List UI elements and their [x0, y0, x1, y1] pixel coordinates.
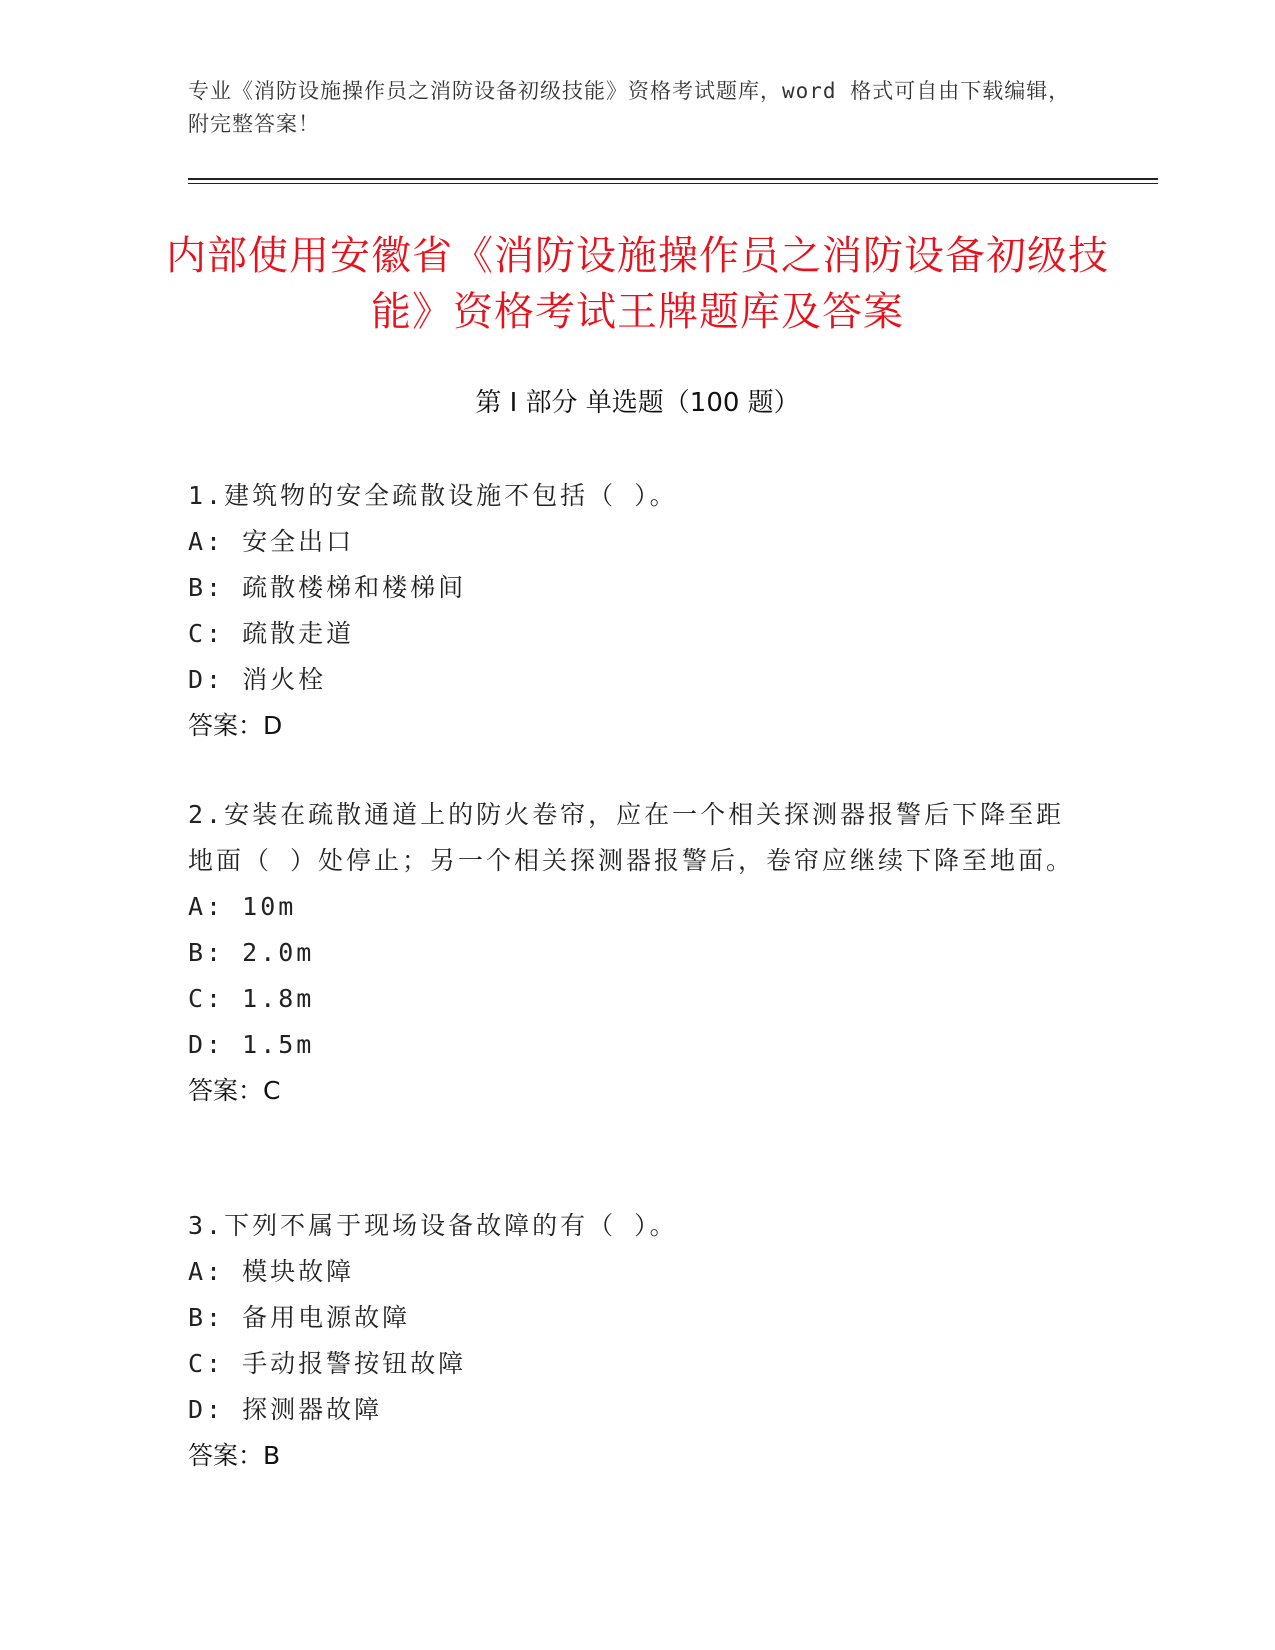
- option-b: B: 2.0m: [188, 938, 315, 967]
- option-a: A: 安全出口: [188, 527, 355, 556]
- question-3: [188, 1203, 1088, 1479]
- answer: 答案：D: [188, 711, 283, 740]
- answer: 答案：C: [188, 1076, 281, 1105]
- answer: 答案：B: [188, 1441, 281, 1470]
- document-title: 内部使用安徽省《消防设施操作员之消防设备初级技能》资格考试王牌题库及答案: [166, 233, 1109, 335]
- question-2: [188, 792, 1088, 1114]
- option-a: A: 模块故障: [188, 1257, 355, 1286]
- question-stem: 2.安装在疏散通道上的防火卷帘，应在一个相关探测器报警后下降至距地面（ ）处停止；另一个相关探测器报警后，卷帘应继续下降至地面。: [188, 800, 1075, 875]
- option-c: C: 手动报警按钮故障: [188, 1349, 467, 1378]
- header-divider-thick: [188, 178, 1158, 180]
- option-a: A: 10m: [188, 892, 297, 921]
- question-stem: 1.建筑物的安全疏散设施不包括（ ）。: [188, 481, 678, 510]
- option-c: C: 1.8m: [188, 984, 315, 1013]
- header-note: 专业《消防设施操作员之消防设备初级技能》资格考试题库，word 格式可自由下载编辑，附完整答案！: [188, 79, 1071, 136]
- option-b: B: 疏散楼梯和楼梯间: [188, 573, 467, 602]
- question-stem: 3.下列不属于现场设备故障的有（ ）。: [188, 1211, 678, 1240]
- header-divider-thin: [188, 183, 1158, 184]
- section-heading: 第 I 部分 单选题（100 题）: [475, 388, 800, 418]
- option-d: D: 消火栓: [188, 665, 327, 694]
- option-c: C: 疏散走道: [188, 619, 355, 648]
- question-1: [188, 473, 1088, 749]
- option-d: D: 探测器故障: [188, 1395, 383, 1424]
- option-b: B: 备用电源故障: [188, 1303, 411, 1332]
- option-d: D: 1.5m: [188, 1030, 315, 1059]
